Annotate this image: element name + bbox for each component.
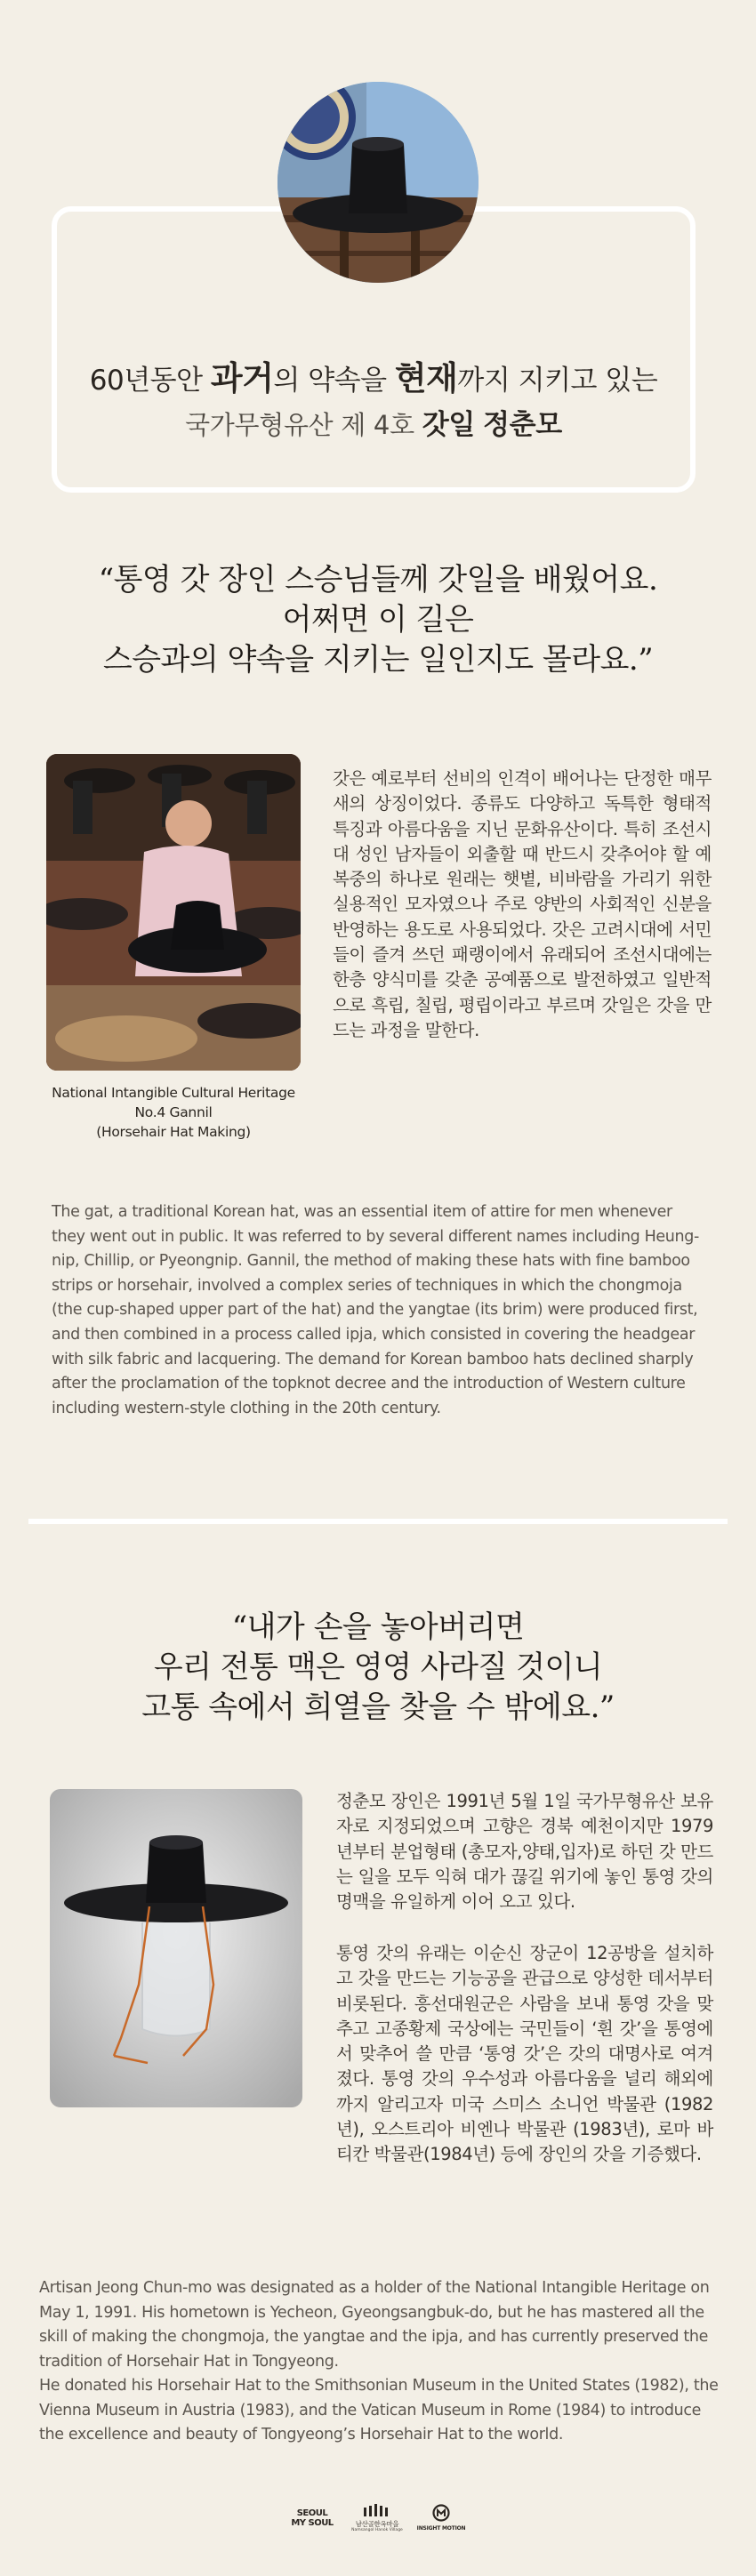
artisan-name: 정춘모 xyxy=(482,409,562,441)
logo-text: MY SOUL xyxy=(291,2518,334,2528)
headline xyxy=(52,351,696,399)
photo-caption xyxy=(46,1083,301,1142)
namsangol-hanok-village-logo xyxy=(350,2503,405,2533)
section-divider xyxy=(28,1519,728,1524)
quote-2 xyxy=(53,1608,703,1728)
logo-text: Namsangol Hanok Village xyxy=(351,2528,403,2532)
gat-description-korean: 갓은 예로부터 선비의 인격이 배어나는 단정한 매무새의 상징이었다. 종류도 다양하고 독특한 형태적 특징과 아름다움을 지닌 문화유산이다. 특히 조선시대 성인 남자들이 외출할 때 반드시 갖추어야 할 예복중의 하나로 원래는 햇볕, 비바람을 가리기 위한 실용적인 모자였으나 주로 양반의 사회적인 신분을 반영하는 용도로 사용되었다. 갓은 고려시대에 서민들이 즐겨 쓰던 패랭이에서 유래되어 조선시대에는 한층 양식미를 갖춘 공예품으로 발전하였고 일반적으로 흑립, 칠립, 평립이라고 부르며 갓일은 갓을 만드는 과정을 말한다. xyxy=(333,768,712,1040)
quote-line: 어쩌면 이 길은 xyxy=(282,602,474,638)
logo-text: 남산골한옥마을 xyxy=(355,2520,399,2528)
artisan-bio-korean-2: 통영 갓의 유래는 이순신 장군이 12공방을 설치하고 갓을 만드는 기능공을 관급으로 양성한 데서부터 비롯된다. 흥선대원군은 사람을 보내 통영 갓을 맞추고 고종황제 국상에는 국민들이 ‘흰 갓’을 통영에서 맞추어 쓸 만큼 ‘통영 갓’은 갓의 대명사로 여겨졌다. 통영 갓의 우수성과 아름다움을 널리 해외에까지 알리고자 미국 스미스 소니언 박물관 (1982년), 오스트리아 비엔나 박물관 (1983년), 로마 바티칸 박물관(1984년) 등에 장인의 갓을 기증했다. xyxy=(336,1943,713,2165)
headline-emphasis: 과거 xyxy=(210,359,274,397)
quote-line: 스승과의 약속을 지키는 일인지도 몰라요.” xyxy=(102,642,654,678)
subheadline-text: 국가무형유산 제 4호 xyxy=(185,410,422,440)
subheadline-emphasis: 갓일 xyxy=(422,409,476,441)
artisan-working-image xyxy=(46,754,301,1071)
quote-line: 우리 전통 맥은 영영 사라질 것이니 xyxy=(153,1649,603,1685)
hanok-roof-icon xyxy=(362,2504,392,2516)
caption-line: National Intangible Cultural Heritage xyxy=(52,1085,295,1101)
gat-hat-illustration xyxy=(277,82,479,283)
gat-hat-photo xyxy=(50,1789,302,2107)
headline-text: 의 약속을 xyxy=(273,365,395,397)
caption-line: (Horsehair Hat Making) xyxy=(96,1124,251,1140)
gat-hat-image xyxy=(50,1789,302,2107)
insight-motion-logo xyxy=(416,2504,466,2532)
subheadline xyxy=(52,402,696,442)
artisan-bio-english-2: He donated his Horsehair Hat to the Smithsonian Museum in the United States (1982), the Vienna Museum in Austria (1983), and the Vatican Museum in Rome (1984) to introduce the excellence and beauty of Tongyeong’s Horsehair Hat to the world. xyxy=(39,2377,719,2444)
artisan-bio-english-1: Artisan Jeong Chun-mo was designated as a holder of the National Intangible Heritage on May 1, 1991. His hometown is Yecheon, Gyeongsangbuk-do, but he has mastered all the skill of making the chongmoja, the yangtae and the ipja, and has currently preserved the tradition of Horsehair Hat in Tongyeong. xyxy=(39,2279,710,2371)
artisan-bio-korean-1: 정춘모 장인은 1991년 5월 1일 국가무형유산 보유자로 지정되었으며 고향은 경북 예천이지만 1979년부터 분업형태 (총모자,양태,입자)로 하던 갓 만드는 일을 모두 익혀 대가 끊길 위기에 놓인 통영 갓의 명맥을 유일하게 이어 오고 있다. xyxy=(336,1791,713,1913)
logo-text: SEOUL xyxy=(296,2508,328,2518)
gat-description-english: The gat, a traditional Korean hat, was an essential item of attire for men whenever they went out in public. It was referred to by several different names including Heung-nip, Chillip, or Pyeongnip. Gannil, the method of making these hats with fine bamboo strips or horsehair, involved a complex series of techniques in which the chongmoja (the cup-shaped upper part of the hat) and the yangtae (its brim) were produced first, and then combined in a process called ipja, which consisted in covering the headgear with silk fabric and lacquering. The demand for Korean bamboo hats declined sharply after the proclamation of the topknot decree and the introduction of Western culture including western-style clothing in the 20th century. xyxy=(52,1203,700,1417)
quote-line: “내가 손을 놓아버리면 xyxy=(231,1609,525,1645)
quote-line: 고통 속에서 희열을 찾을 수 밖에요.” xyxy=(141,1689,615,1725)
headline-emphasis: 현재 xyxy=(394,359,458,397)
insight-motion-icon xyxy=(431,2504,451,2522)
caption-line: No.4 Gannil xyxy=(134,1104,213,1120)
seoul-my-soul-logo xyxy=(290,2508,334,2528)
hero-hat-image xyxy=(277,82,479,283)
headline-text: 까지 지키고 있는 xyxy=(457,365,658,397)
quote-line: “통영 갓 장인 스승님들께 갓일을 배웠어요. xyxy=(98,562,658,598)
artisan-photo xyxy=(46,754,301,1071)
headline-text: 60년동안 xyxy=(89,365,211,397)
quote-1 xyxy=(53,560,703,680)
logo-text: INSIGHT MOTION xyxy=(416,2525,466,2532)
